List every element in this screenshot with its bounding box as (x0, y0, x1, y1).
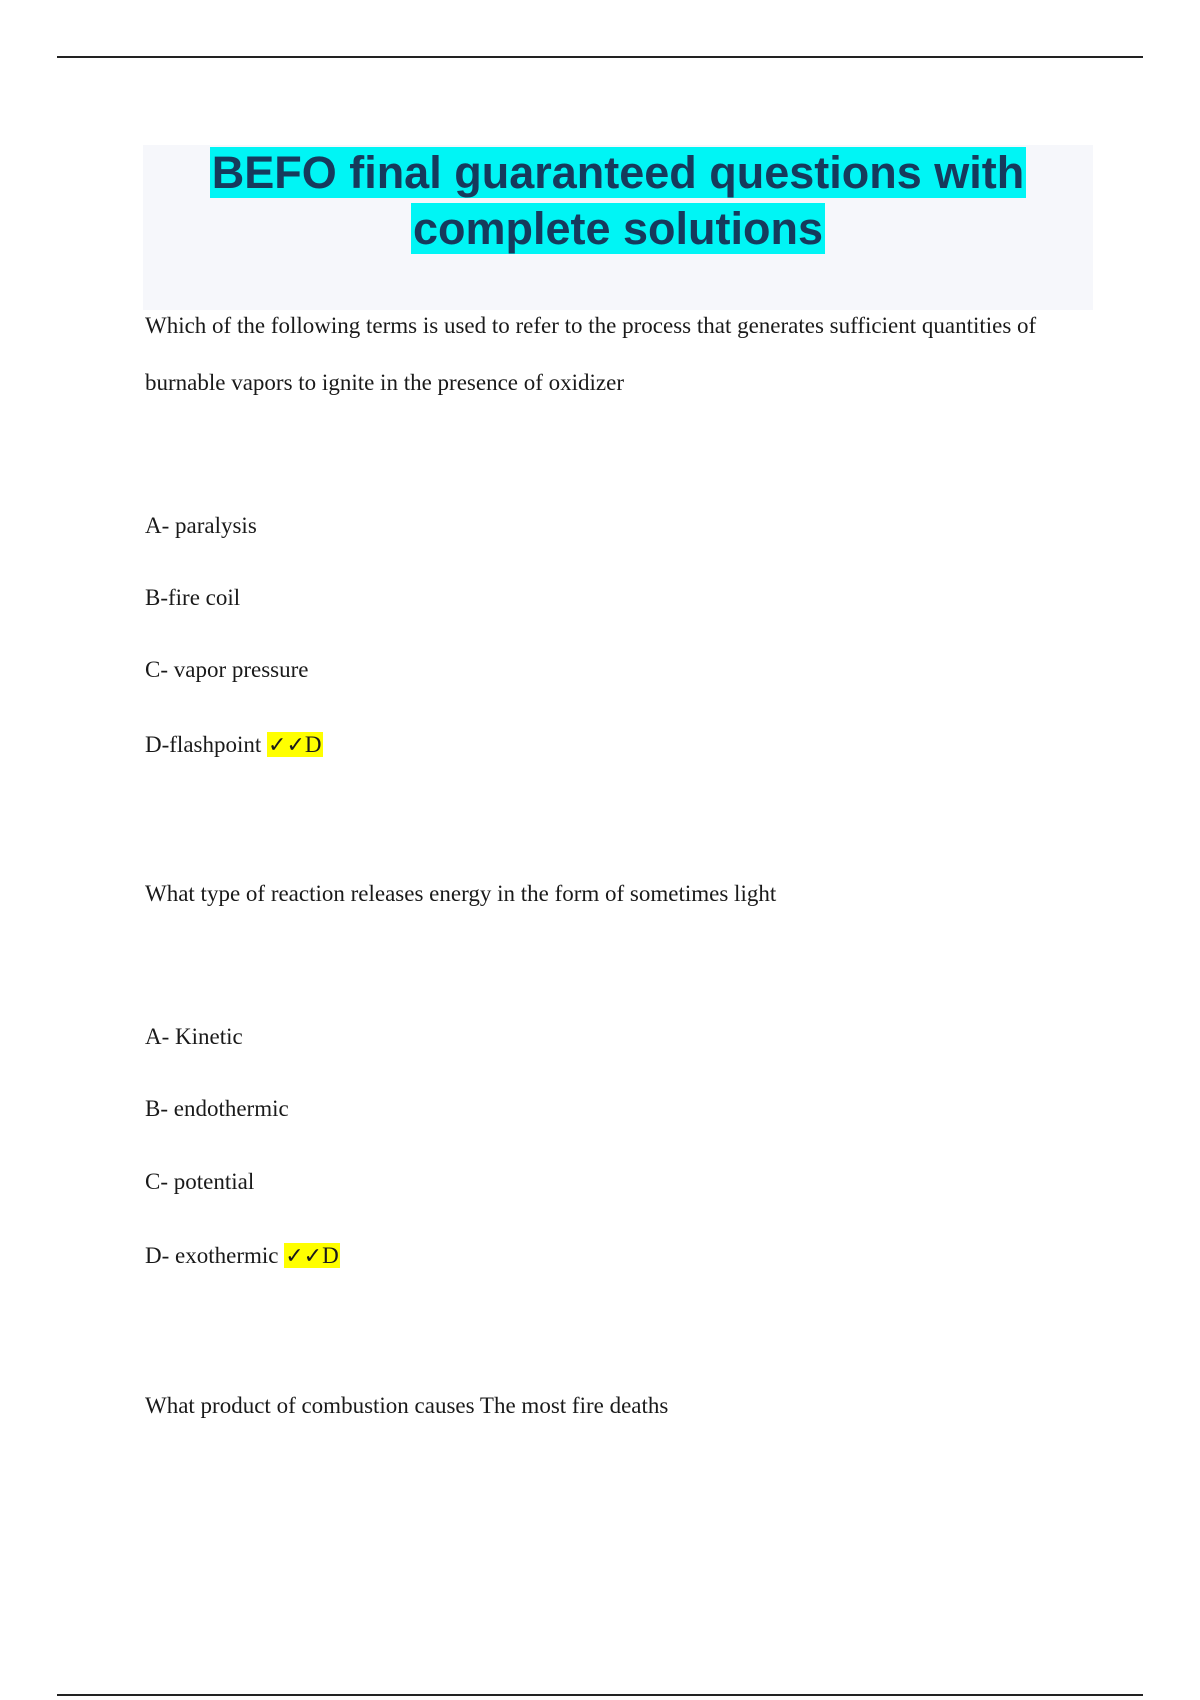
question-2-option-b: B- endothermic (145, 1096, 289, 1121)
question-2-option-c: C- potential (145, 1169, 255, 1194)
question-1-option-d-line (145, 716, 323, 774)
title-block (143, 145, 1093, 310)
question-1-option-b: B-fire coil (145, 585, 241, 610)
question-2-text: What type of reaction releases energy in the form of sometimes light (145, 881, 777, 906)
document-title (143, 145, 1093, 257)
question-2-option-d: D- exothermic (145, 1243, 279, 1268)
question-3-text: What product of combustion causes The most fire deaths (145, 1393, 669, 1418)
double-check-icon: ✓✓ (268, 733, 305, 758)
header-rule (57, 56, 1143, 58)
title-line-1: BEFO final guaranteed questions with (211, 147, 1025, 198)
question-2-answer-letter: D (322, 1243, 339, 1268)
question-1-option-a: A- paralysis (145, 513, 257, 538)
double-check-icon: ✓✓ (285, 1244, 323, 1269)
question-2-answer (284, 1243, 340, 1268)
title-line-2: complete solutions (412, 203, 824, 254)
question-2-option-d-line (145, 1227, 340, 1285)
footer-rule (57, 1694, 1143, 1696)
question-1-option-d: D-flashpoint (145, 732, 262, 757)
question-1-text: Which of the following terms is used to refer to the process that generates sufficient quantities of burnable vapors to ignite in the presence of oxidizer (145, 313, 1037, 395)
question-2-option-a: A- Kinetic (145, 1024, 243, 1049)
question-1-answer-letter: D (304, 732, 322, 757)
question-1-option-c: C- vapor pressure (145, 657, 309, 682)
question-1-answer (267, 732, 323, 757)
